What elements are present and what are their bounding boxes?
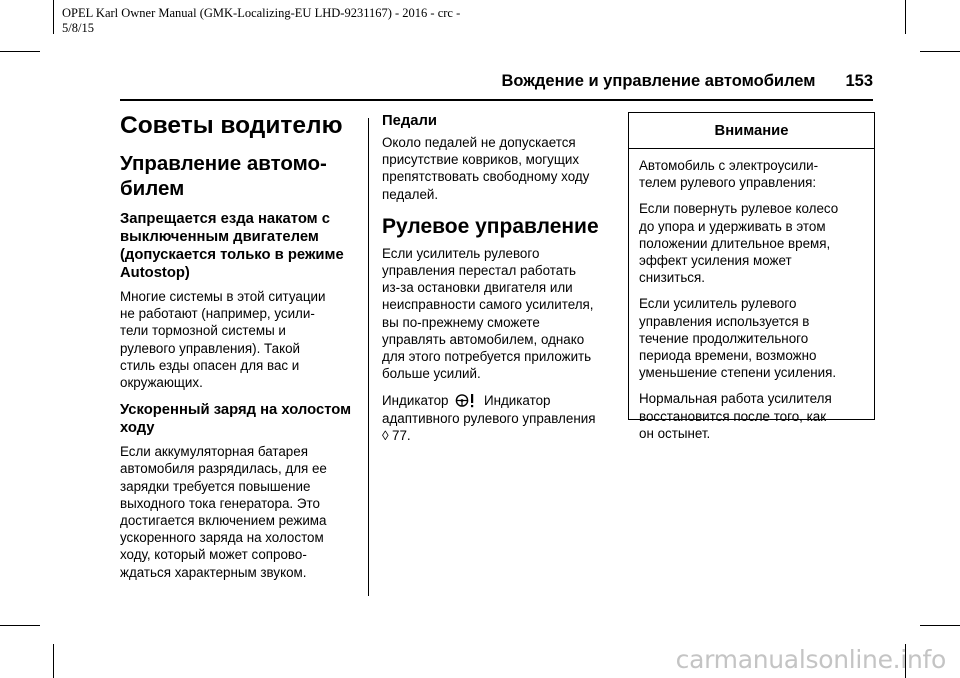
chapter-subtitle: Управление автомо- билем: [120, 152, 327, 200]
warning-box: [628, 112, 875, 441]
autostop-text: Многие системы в этой ситуации не работают (например, усили- тели тормозной системы и рулевого управления). Такой стиль езды опасен для вас и окружающих.: [120, 289, 326, 391]
warning-paragraph: Автомобиль с электроусили- телем рулевого управления:: [639, 158, 819, 191]
running-header: [501, 72, 873, 91]
manual-header-meta: OPEL Karl Owner Manual (GMK-Localizing-EU LHD-9231167) - 2016 - crc - 5/8/15: [62, 6, 461, 35]
warning-title: Внимание: [629, 113, 874, 149]
pedals-text: Около педалей не допускается присутствие ковриков, могущих препятствовать свободному ходу педалей.: [382, 135, 590, 202]
idle-charge-text: Если аккумуляторная батарея автомобиля разрядилась, для ее зарядки требуется повышение выходного тока генератора. Это достигается включением режима ускоренного заряда на холостом ходу, который может сопрово- ждаться характерным звуком.: [120, 444, 327, 580]
page-title: Советы водителю: [120, 112, 343, 139]
indicator-reference: [382, 392, 614, 444]
column-middle: [382, 112, 614, 454]
column-divider: [368, 118, 369, 596]
crop-mark: [53, 644, 54, 678]
warning-paragraph: Если повернуть рулевое колесо до упора и удерживать в этом положении длительное время, эффект усиления может снизиться.: [639, 201, 839, 286]
indicator-description: адаптивного рулевого управления: [382, 410, 596, 426]
pedals-heading: Педали: [382, 113, 437, 129]
page-number: 153: [845, 72, 873, 90]
warning-paragraph: Нормальная работа усилителя восстановится после того, как он остынет.: [639, 391, 832, 441]
header-rule: [120, 99, 873, 101]
crop-mark: [0, 51, 40, 52]
page-reference-link[interactable]: 77.: [392, 427, 411, 443]
indicator-label: Индикатор: [483, 393, 551, 409]
watermark: carmanualsonline.info: [675, 645, 946, 674]
page-reference-icon: ◊: [382, 427, 389, 443]
section-title: Вождение и управление автомобилем: [501, 72, 816, 90]
steering-heading: Рулевое управление: [382, 214, 599, 238]
crop-mark: [53, 0, 54, 34]
autostop-heading: Запрещается езда накатом с выключенным двигателем (допускается только в режиме Autostop): [120, 211, 344, 281]
crop-mark: [920, 625, 960, 626]
warning-paragraph: Если усилитель рулевого управления используется в течение продолжительного периода времени, возможно уменьшение степени усиления.: [639, 296, 837, 381]
power-steering-warning-icon: [455, 393, 477, 408]
steering-text: Если усилитель рулевого управления перестал работать из-за остановки двигателя или неисправности самого усилителя, вы по-прежнему сможете управлять автомобилем, однако для этого потребуется приложить больше усилий.: [382, 245, 594, 382]
idle-charge-heading: Ускоренный заряд на холостом ходу: [120, 402, 352, 437]
column-left: [120, 112, 352, 591]
crop-mark: [0, 625, 40, 626]
crop-mark: [920, 51, 960, 52]
crop-mark: [905, 0, 906, 34]
warning-body: [629, 149, 874, 442]
indicator-prefix: Индикатор: [382, 393, 449, 409]
